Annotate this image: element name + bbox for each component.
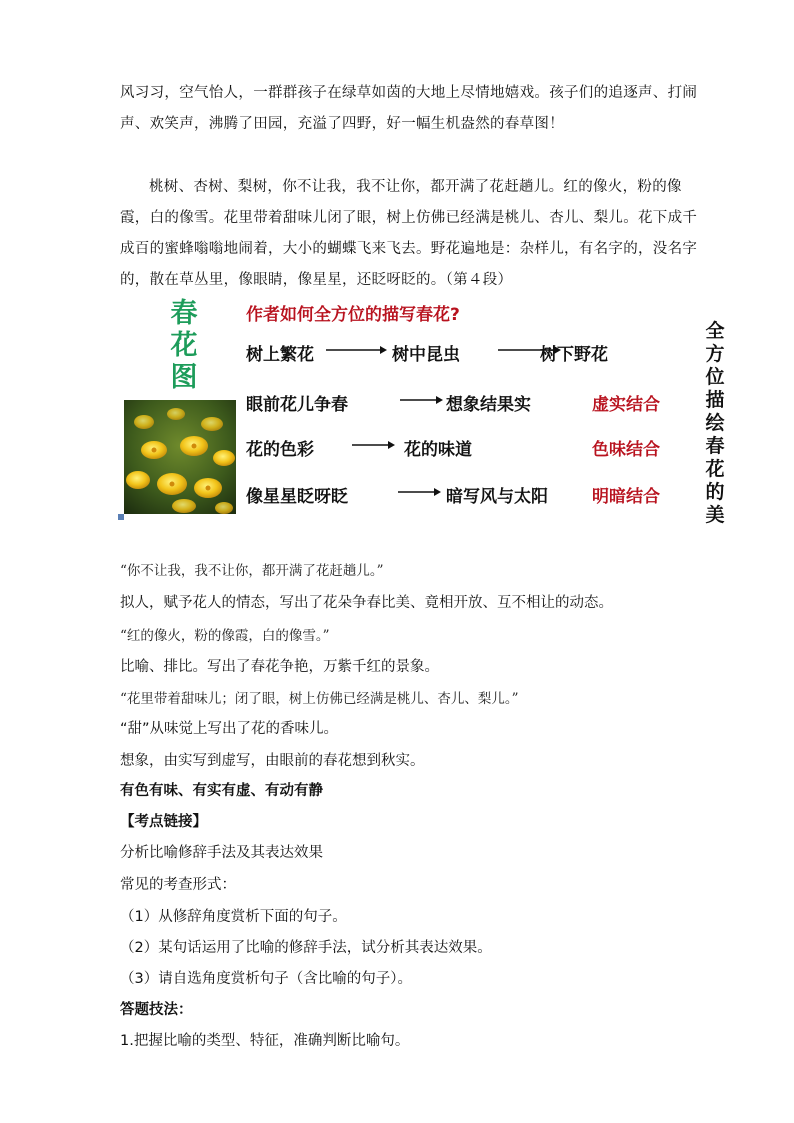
quote-line: “花里带着甜味儿；闭了眼，树上仿佛已经满是桃儿、杏儿、梨儿。” (120, 691, 519, 707)
analysis-line: 比喻、排比。写出了春花争艳，万紫千红的景象。 (120, 659, 439, 675)
analysis-line: 拟人，赋予花人的情态，写出了花朵争春比美、竟相开放、互不相让的动态。 (120, 595, 613, 611)
question-item: （2）某句话运用了比喻的修辞手法，试分析其表达效果。 (120, 940, 492, 956)
side-title-char: 的 (705, 481, 725, 503)
row-tag: 虚实结合 (592, 395, 660, 415)
side-title-char: 春 (705, 435, 725, 457)
row-term-b: 树中昆虫 (392, 345, 460, 365)
paragraph-2: 桃树、杏树、梨树，你不让我，我不让你，都开满了花赶趟儿。红的像火，粉的像霞，白的像雪。花里带着甜味儿闭了眼，树上仿佛已经满是桃儿、杏儿、梨儿。花下成千成百的蜜蜂嗡嗡地闹着，大小的蝴蝶飞来飞去。野花遍地是：杂样儿，有名字的，没名字的，散在草丛里，像眼睛，像星星，还眨呀眨的。（第４段） (120, 179, 698, 288)
figure-corner-mark (118, 514, 124, 520)
side-title-char: 花 (705, 458, 725, 480)
analysis-line: “甜”从味觉上写出了花的香味儿。 (120, 721, 339, 737)
quote-line: “红的像火，粉的像霞，白的像雪。” (120, 628, 330, 644)
row-term-a: 树上繁花 (246, 345, 314, 365)
technique-item: 1.把握比喻的类型、特征，准确判断比喻句。 (120, 1033, 410, 1049)
flower-photo (124, 400, 236, 514)
row-term-c: 树下野花 (540, 345, 608, 365)
analysis-line: 分析比喻修辞手法及其表达效果 (120, 845, 323, 861)
arrow-icon (398, 392, 444, 408)
side-title-char: 位 (705, 366, 725, 388)
side-title-char: 绘 (705, 412, 725, 434)
paragraph-1: 风习习，空气怡人，一群群孩子在绿草如茵的大地上尽情地嬉戏。孩子们的追逐声、打闹声、欢笑声，沸腾了田园，充溢了四野，好一幅生机盎然的春草图！ (120, 85, 698, 132)
row-term-a: 像星星眨呀眨 (246, 487, 348, 507)
analysis-line: 想象，由实写到虚写，由眼前的春花想到秋实。 (120, 753, 425, 769)
arrow-icon (350, 437, 396, 453)
summary-line: 有色有味、有实有虚、有动有静 (120, 783, 323, 799)
side-title-char: 描 (705, 389, 725, 411)
row-term-b: 暗写风与太阳 (446, 487, 548, 507)
row-tag: 色味结合 (592, 440, 660, 460)
figure-title: 作者如何全方位的描写春花? (246, 305, 460, 325)
row-term-a: 眼前花儿争春 (246, 395, 348, 415)
vertical-title-char: 花 (170, 330, 198, 361)
row-term-a: 花的色彩 (246, 440, 314, 460)
question-item: （3）请自选角度赏析句子（含比喻的句子）。 (120, 971, 412, 987)
side-title-char: 全 (705, 320, 725, 342)
vertical-title-char: 图 (170, 362, 198, 393)
analysis-line: 常见的考查形式： (120, 877, 236, 893)
figure-vertical-title (164, 298, 204, 394)
section-heading: 答题技法： (120, 1002, 193, 1018)
section-heading: 【考点链接】 (120, 814, 207, 830)
row-term-b: 花的味道 (404, 440, 472, 460)
question-item: （1）从修辞角度赏析下面的句子。 (120, 909, 347, 925)
row-tag: 明暗结合 (592, 487, 660, 507)
vertical-title-char: 春 (170, 298, 198, 329)
row-term-b: 想象结果实 (446, 395, 531, 415)
spring-flower-figure (118, 298, 730, 526)
side-title-char: 方 (705, 343, 725, 365)
arrow-icon (396, 484, 442, 500)
arrow-icon (324, 342, 388, 358)
figure-side-title (700, 320, 730, 527)
side-title-char: 美 (705, 504, 725, 526)
quote-line: “你不让我，我不让你，都开满了花赶趟儿。” (120, 563, 384, 579)
